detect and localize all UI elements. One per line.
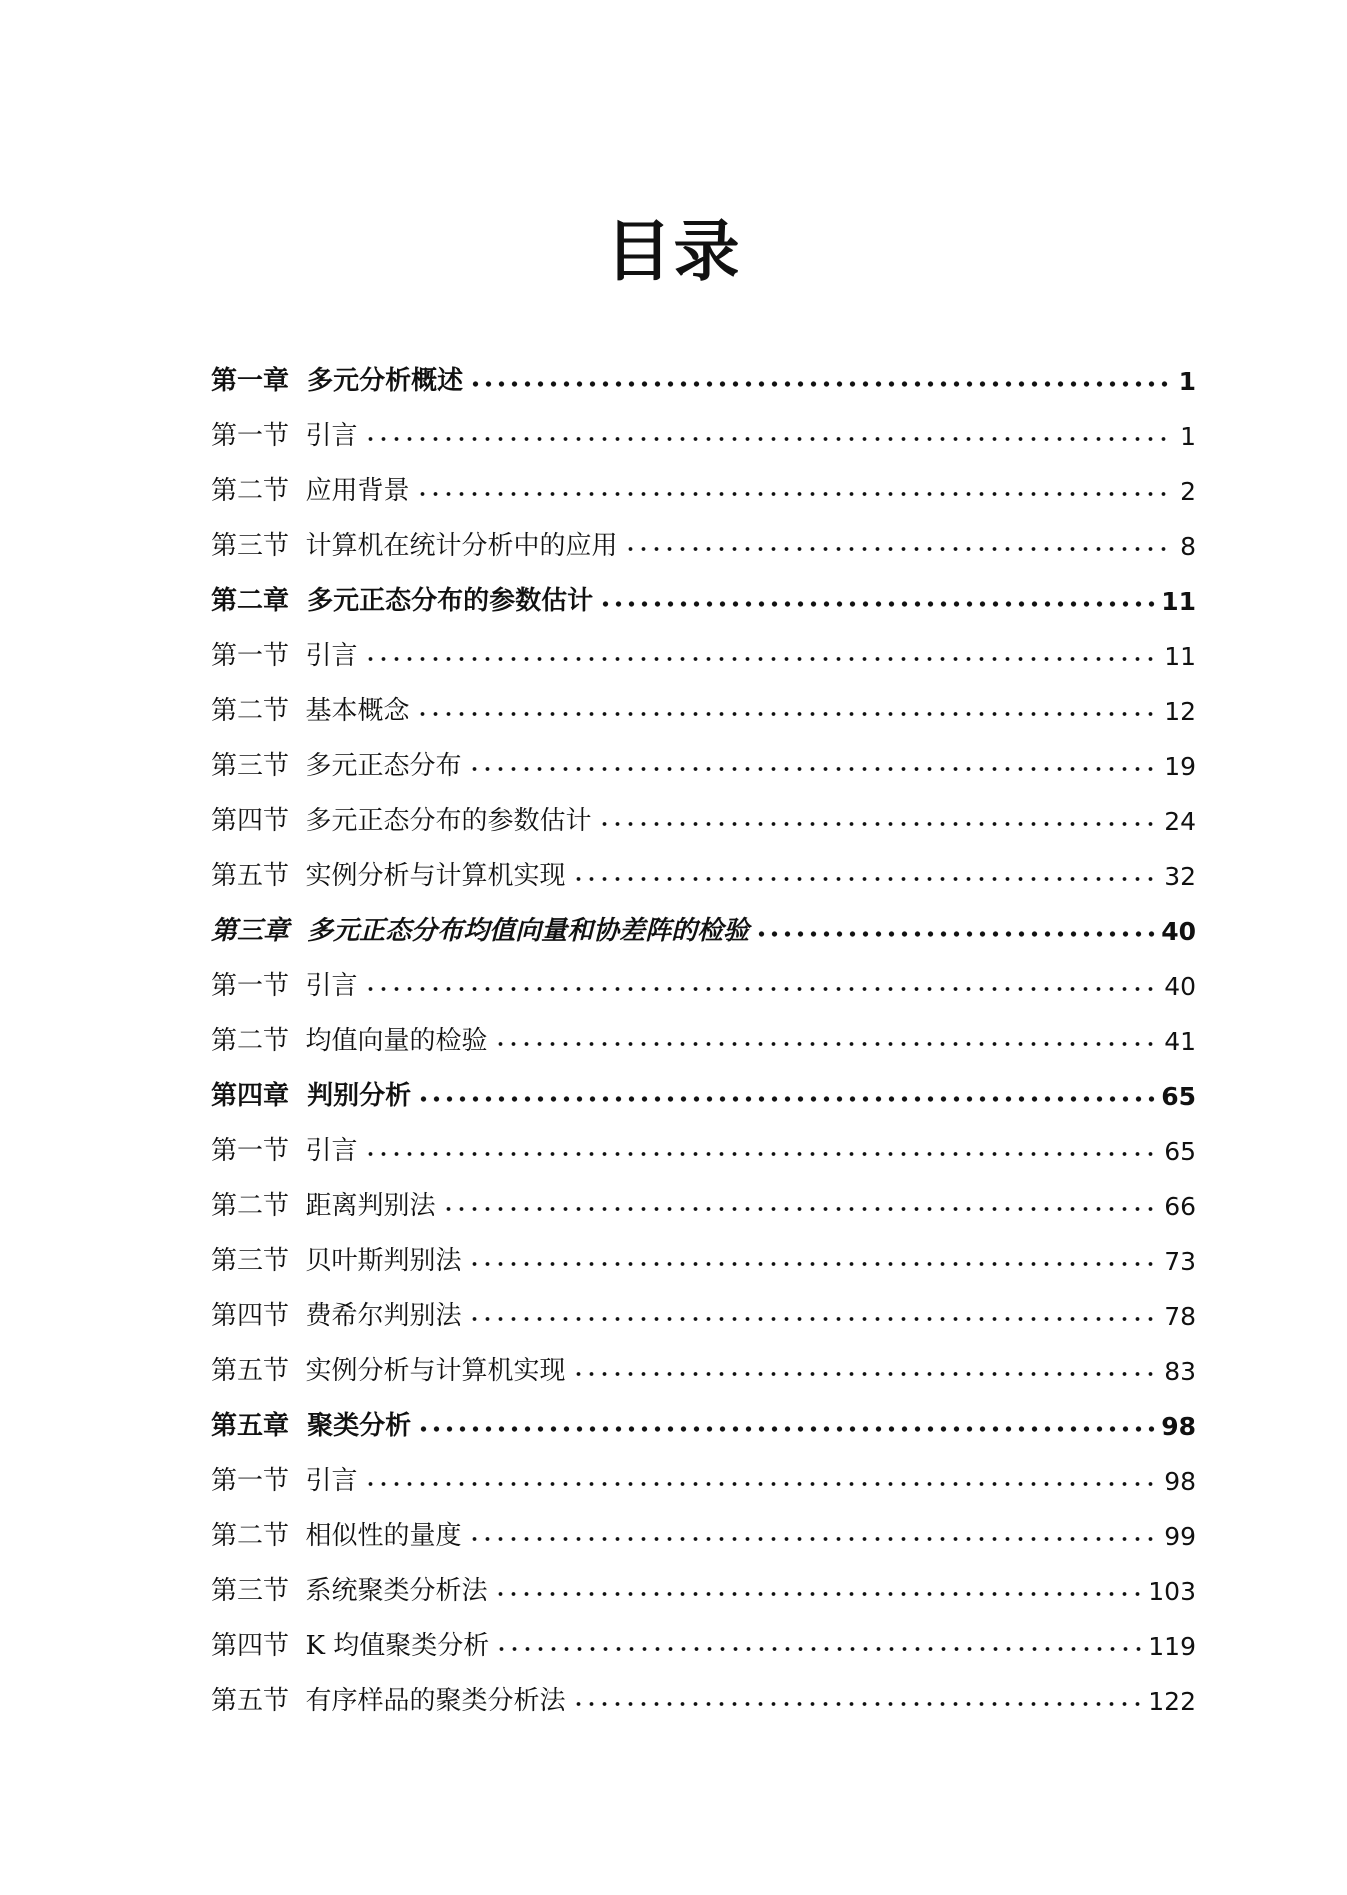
toc-section[interactable] — [211, 1277, 1196, 1332]
toc-section[interactable] — [211, 1662, 1196, 1717]
toc-page-number: 65 — [1164, 1136, 1196, 1166]
toc-section[interactable] — [211, 1112, 1196, 1167]
page-title: 目录 — [605, 212, 742, 290]
toc-page-number: 98 — [1161, 1411, 1196, 1441]
toc-section[interactable] — [211, 452, 1196, 507]
toc-page-number: 73 — [1164, 1246, 1196, 1276]
toc-chapter-5[interactable] — [211, 1387, 1196, 1442]
dot-leader — [442, 1205, 1159, 1213]
toc-section[interactable] — [211, 397, 1196, 452]
dot-leader — [572, 875, 1159, 883]
dot-leader — [494, 1040, 1159, 1048]
toc-entry-label: 第三节 系统聚类分析法 — [211, 1575, 488, 1606]
toc-entry-label: 第一节 引言 — [211, 1135, 358, 1166]
toc-page-number: 103 — [1148, 1576, 1196, 1606]
toc-section[interactable] — [211, 782, 1196, 837]
toc-page-number: 2 — [1180, 476, 1196, 506]
dot-leader — [494, 1590, 1143, 1598]
toc-page-number: 1 — [1178, 366, 1196, 396]
toc-page-number: 8 — [1180, 531, 1196, 561]
dot-leader — [364, 655, 1159, 663]
toc-entry-label: 第四章 判别分析 — [211, 1080, 412, 1111]
dot-leader — [598, 820, 1159, 828]
dot-leader — [416, 490, 1175, 498]
dot-leader — [572, 1370, 1159, 1378]
toc-entry-label: 第二节 均值向量的检验 — [211, 1025, 488, 1056]
toc-page-number: 83 — [1164, 1356, 1196, 1386]
toc-page-number: 12 — [1164, 696, 1196, 726]
dot-leader — [572, 1700, 1143, 1708]
toc-page-number: 24 — [1164, 806, 1196, 836]
toc-entry-label: 第一节 引言 — [211, 970, 358, 1001]
toc-page-number: 19 — [1164, 751, 1196, 781]
dot-leader — [364, 435, 1175, 443]
toc-section[interactable] — [211, 1222, 1196, 1277]
toc-section[interactable] — [211, 947, 1196, 1002]
table-of-contents — [211, 342, 1196, 1717]
toc-entry-label: 第二节 基本概念 — [211, 695, 410, 726]
toc-page-number: 11 — [1161, 586, 1196, 616]
toc-section[interactable] — [211, 672, 1196, 727]
toc-section[interactable] — [211, 1607, 1196, 1662]
toc-section[interactable] — [211, 837, 1196, 892]
toc-page-number: 41 — [1164, 1026, 1196, 1056]
dot-leader — [495, 1645, 1142, 1653]
toc-entry-label: 第五节 有序样品的聚类分析法 — [211, 1685, 566, 1716]
toc-section[interactable] — [211, 1002, 1196, 1057]
dot-leader — [468, 1260, 1159, 1268]
toc-entry-label: 第二节 应用背景 — [211, 475, 410, 506]
toc-section[interactable] — [211, 727, 1196, 782]
toc-entry-label: 第四节 K 均值聚类分析 — [211, 1630, 490, 1661]
toc-entry-label: 第五节 实例分析与计算机实现 — [211, 1355, 566, 1386]
toc-page-number: 119 — [1148, 1631, 1196, 1661]
toc-chapter-3[interactable] — [211, 892, 1196, 947]
toc-entry-label: 第一节 引言 — [211, 1465, 358, 1496]
toc-section[interactable] — [211, 617, 1196, 672]
dot-leader — [468, 1315, 1159, 1323]
toc-entry-label: 第二节 相似性的量度 — [211, 1520, 462, 1551]
toc-entry-label: 第一节 引言 — [211, 640, 358, 671]
toc-page-number: 32 — [1164, 861, 1196, 891]
toc-page-number: 40 — [1164, 971, 1196, 1001]
toc-page-number: 40 — [1161, 916, 1196, 946]
toc-section[interactable] — [211, 1442, 1196, 1497]
toc-entry-label: 第三节 计算机在统计分析中的应用 — [211, 530, 618, 561]
toc-entry-label: 第四节 费希尔判别法 — [211, 1300, 462, 1331]
dot-leader — [417, 1425, 1155, 1433]
toc-page-number: 11 — [1164, 641, 1196, 671]
toc-section[interactable] — [211, 1332, 1196, 1387]
dot-leader — [599, 600, 1155, 608]
toc-entry-label: 第五节 实例分析与计算机实现 — [211, 860, 566, 891]
toc-section[interactable] — [211, 1497, 1196, 1552]
dot-leader — [417, 1095, 1155, 1103]
toc-page-number: 65 — [1161, 1081, 1196, 1111]
toc-entry-label: 第三章 多元正态分布均值向量和协差阵的检验 — [211, 915, 750, 946]
toc-section[interactable] — [211, 507, 1196, 562]
toc-entry-label: 第三节 多元正态分布 — [211, 750, 462, 781]
toc-page-number: 99 — [1164, 1521, 1196, 1551]
toc-chapter-2[interactable] — [211, 562, 1196, 617]
toc-page-number: 78 — [1164, 1301, 1196, 1331]
toc-page-number: 66 — [1164, 1191, 1196, 1221]
toc-chapter-4[interactable] — [211, 1057, 1196, 1112]
dot-leader — [416, 710, 1159, 718]
dot-leader — [624, 545, 1175, 553]
toc-page-number: 98 — [1164, 1466, 1196, 1496]
dot-leader — [364, 1150, 1159, 1158]
toc-entry-label: 第四节 多元正态分布的参数估计 — [211, 805, 592, 836]
toc-section[interactable] — [211, 1552, 1196, 1607]
dot-leader — [364, 1480, 1159, 1488]
toc-page-number: 1 — [1180, 421, 1196, 451]
toc-entry-label: 第五章 聚类分析 — [211, 1410, 412, 1441]
toc-section[interactable] — [211, 1167, 1196, 1222]
dot-leader — [469, 380, 1172, 388]
dot-leader — [755, 930, 1155, 938]
dot-leader — [364, 985, 1159, 993]
toc-page-number: 122 — [1148, 1686, 1196, 1716]
dot-leader — [468, 765, 1159, 773]
dot-leader — [468, 1535, 1159, 1543]
toc-entry-label: 第一节 引言 — [211, 420, 358, 451]
toc-entry-label: 第三节 贝叶斯判别法 — [211, 1245, 462, 1276]
toc-entry-label: 第一章 多元分析概述 — [211, 365, 464, 396]
toc-entry-label: 第二节 距离判别法 — [211, 1190, 436, 1221]
toc-entry-label: 第二章 多元正态分布的参数估计 — [211, 585, 594, 616]
toc-chapter-1[interactable] — [211, 342, 1196, 397]
